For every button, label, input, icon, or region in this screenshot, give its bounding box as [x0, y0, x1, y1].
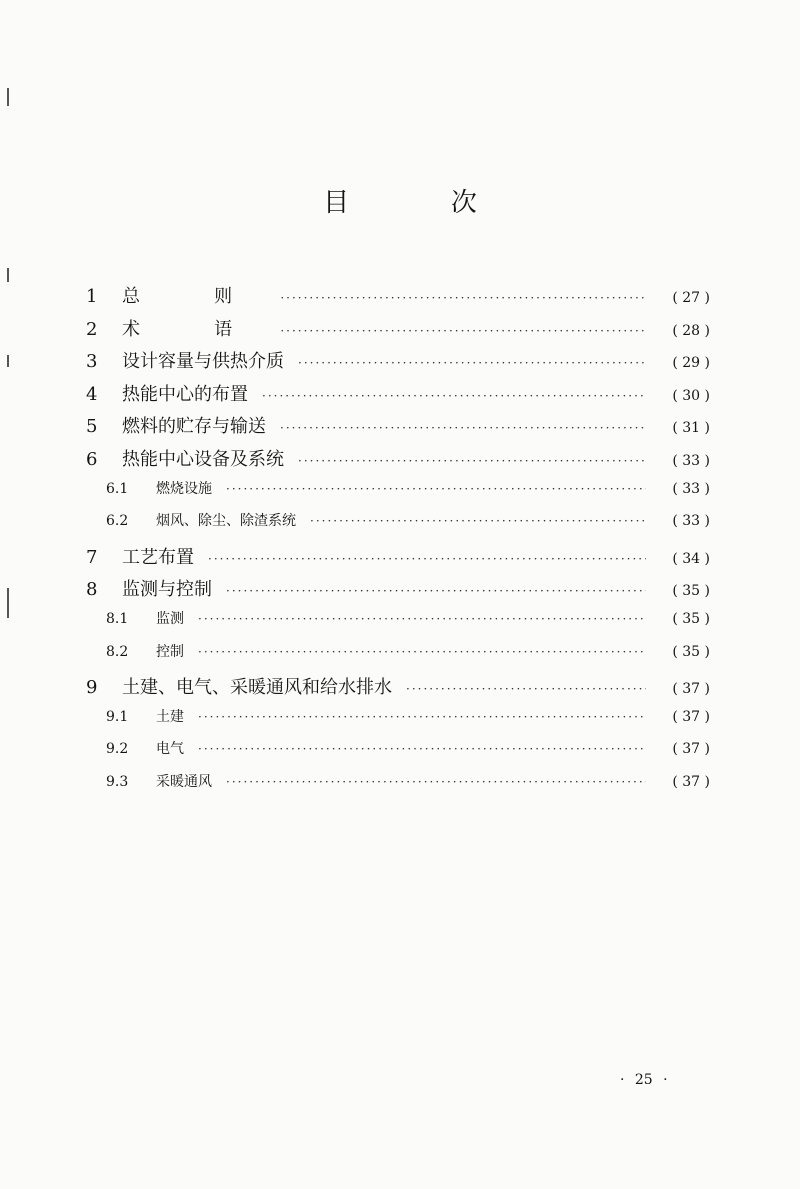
toc-entry[interactable] [86, 510, 710, 543]
toc-entry-page: ( 37 ) [672, 708, 710, 725]
toc-entry-number: 6 [86, 448, 98, 470]
toc-entry[interactable] [86, 738, 710, 771]
dot-leader [262, 389, 646, 403]
toc-entry[interactable] [86, 445, 710, 478]
toc-entry-page: ( 33 ) [672, 452, 710, 469]
toc-entry-label: 术 语 [122, 318, 267, 340]
dot-leader [226, 482, 646, 496]
toc-entry-label: 燃烧设施 [156, 480, 212, 497]
toc-entry[interactable] [86, 771, 710, 804]
toc-entry-number: 8.2 [106, 643, 129, 660]
dot-leader [298, 454, 646, 468]
toc-entry[interactable] [86, 347, 710, 380]
toc-entry-label: 热能中心设备及系统 [122, 448, 284, 470]
toc-entry-label: 监测 [156, 610, 184, 627]
toc-entry-number: 7 [86, 546, 98, 568]
toc-entry[interactable] [86, 315, 710, 348]
toc-entry-page: ( 35 ) [672, 643, 710, 660]
toc-entry-label: 控制 [156, 643, 184, 660]
toc-entry-number: 9 [86, 677, 98, 699]
dot-leader [406, 682, 646, 696]
dot-leader [208, 552, 646, 566]
toc-entry-page: ( 30 ) [672, 387, 710, 404]
toc-entry[interactable] [86, 641, 710, 674]
toc-entry-number: 9.1 [106, 708, 129, 725]
dot-leader [310, 514, 646, 528]
toc-entry[interactable] [86, 673, 710, 706]
toc-entry-page: ( 37 ) [672, 681, 710, 698]
dot-leader [280, 291, 646, 305]
toc-entry-label: 总 则 [122, 286, 267, 307]
dot-leader [226, 775, 646, 789]
toc-entry[interactable] [86, 608, 710, 641]
toc-entry[interactable] [86, 575, 710, 608]
dot-leader [280, 324, 646, 338]
toc-entry-number: 3 [86, 351, 98, 373]
dot-leader [198, 742, 646, 756]
toc-entry-number: 1 [86, 286, 98, 307]
toc-entry-page: ( 35 ) [672, 610, 710, 627]
table-of-contents [86, 282, 710, 804]
dot-leader [280, 421, 646, 435]
toc-entry-label: 采暖通风 [156, 773, 212, 790]
toc-entry-page: ( 37 ) [672, 773, 710, 790]
toc-entry-number: 4 [86, 383, 98, 405]
toc-entry[interactable] [86, 478, 710, 511]
toc-entry-number: 8.1 [106, 610, 129, 627]
toc-entry-number: 9.3 [106, 773, 129, 790]
toc-entry-page: ( 28 ) [672, 322, 710, 339]
toc-entry-page: ( 33 ) [672, 480, 710, 497]
toc-entry-label: 监测与控制 [122, 579, 212, 601]
dot-leader [198, 645, 646, 659]
toc-entry-label: 烟风、除尘、除渣系统 [156, 513, 296, 530]
toc-entry[interactable] [86, 282, 710, 315]
scan-mark [7, 355, 9, 367]
dot-leader [226, 584, 646, 598]
toc-entry-page: ( 34 ) [672, 550, 710, 567]
toc-entry-number: 8 [86, 579, 98, 601]
toc-entry[interactable] [86, 543, 710, 576]
toc-entry-number: 9.2 [106, 741, 129, 758]
toc-entry-label: 设计容量与供热介质 [122, 351, 284, 373]
toc-entry[interactable] [86, 412, 710, 445]
dot-leader [298, 356, 646, 370]
toc-entry[interactable] [86, 706, 710, 739]
page-title: 目 次 [323, 188, 524, 218]
toc-entry-label: 电气 [156, 741, 184, 758]
page-number: · 25 · [620, 1072, 668, 1088]
scan-mark [7, 88, 9, 106]
toc-entry-page: ( 29 ) [672, 355, 710, 372]
dot-leader [198, 710, 646, 724]
toc-entry-page: ( 31 ) [672, 420, 710, 437]
toc-entry-label: 土建、电气、采暖通风和给水排水 [122, 677, 392, 699]
toc-entry-number: 5 [86, 416, 98, 438]
toc-entry-label: 土建 [156, 708, 184, 725]
dot-leader [198, 612, 646, 626]
toc-entry-number: 6.2 [106, 513, 129, 530]
toc-entry[interactable] [86, 380, 710, 413]
scan-mark [7, 268, 9, 282]
toc-entry-page: ( 37 ) [672, 741, 710, 758]
toc-entry-page: ( 33 ) [672, 513, 710, 530]
toc-entry-number: 2 [86, 318, 98, 340]
toc-entry-page: ( 35 ) [672, 583, 710, 600]
toc-entry-label: 燃料的贮存与输送 [122, 416, 266, 438]
toc-entry-label: 工艺布置 [122, 546, 194, 568]
toc-entry-page: ( 27 ) [672, 290, 710, 306]
toc-entry-label: 热能中心的布置 [122, 383, 248, 405]
toc-entry-number: 6.1 [106, 480, 129, 497]
scan-mark [7, 588, 9, 618]
